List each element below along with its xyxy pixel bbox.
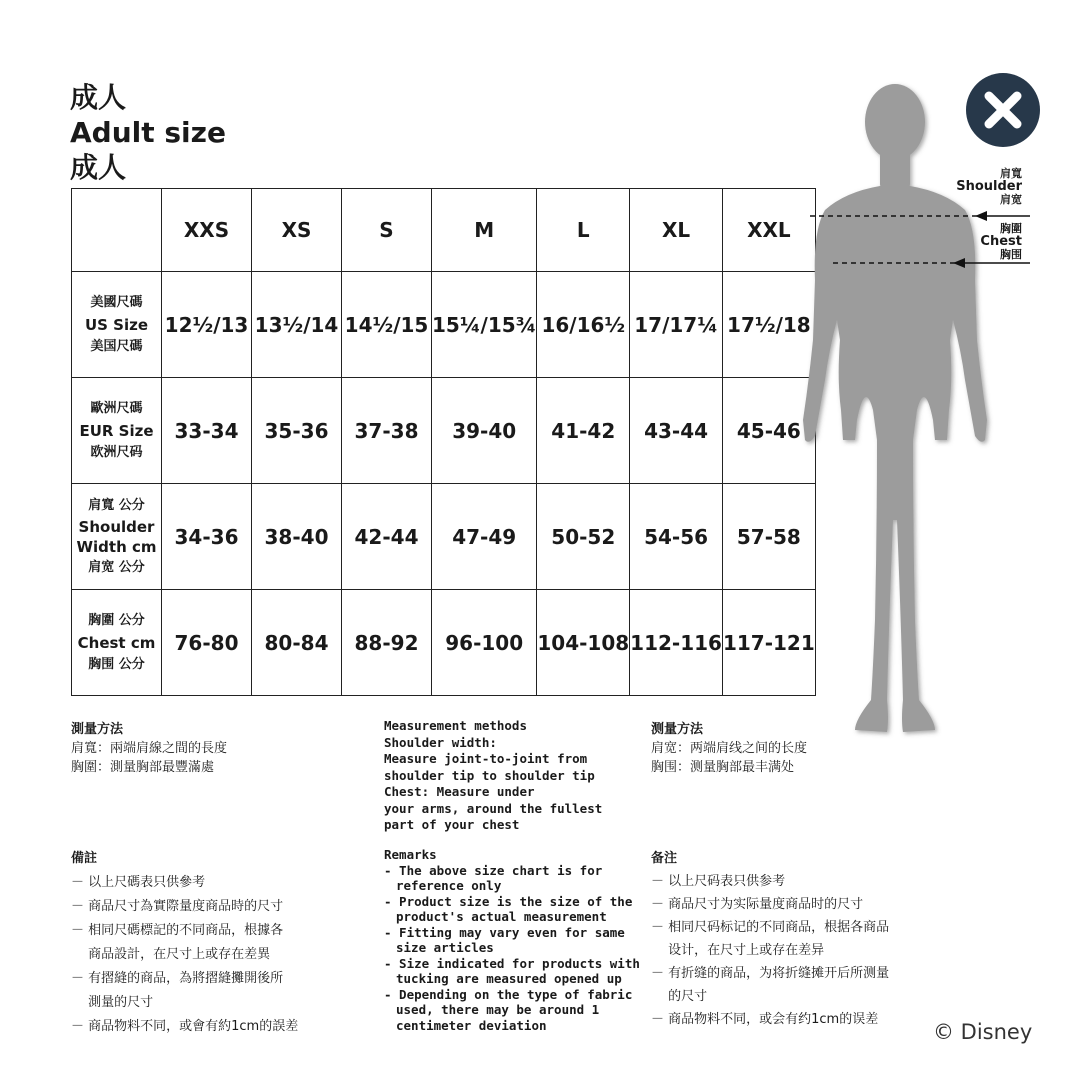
size-chart-table	[71, 188, 816, 696]
table-cell: 38-40	[252, 484, 342, 590]
table-cell: 35-36	[252, 378, 342, 484]
row-label: 肩寬 公分 Shoulder Width cm 肩宽 公分	[72, 484, 162, 590]
copyright: © Disney	[933, 1020, 1033, 1044]
table-cell: 50-52	[537, 484, 630, 590]
page-title	[70, 80, 226, 185]
table-row-eur-size	[72, 378, 816, 484]
table-header-row	[72, 189, 816, 272]
measure-methods-simp: 测量方法 肩宽：两端肩线之间的长度 胸围：测量胸部最丰满处	[651, 722, 808, 775]
size-header: M	[432, 189, 537, 272]
table-cell: 34-36	[162, 484, 252, 590]
table-cell: 37-38	[342, 378, 432, 484]
table-cell: 88-92	[342, 590, 432, 696]
table-cell: 96-100	[432, 590, 537, 696]
title-en: Adult size	[70, 116, 226, 149]
remarks-trad: 備註 － 以上尺碼表只供參考 － 商品尺寸為實際量度商品時的尺寸 － 相同尺碼標記的不同商品，根據各 商品設計，在尺寸上或存在差異 － 有摺縫的商品，為將摺縫攤開後所 測量的尺寸 － 商品物料不同，或會有約1cm的誤差	[71, 851, 299, 1034]
remarks-en: Remarks - The above size chart is for reference only - Product size is the size of the product's actual measurement - Fitting may vary even for same size articles - Size indicated for products with tucking are measured opened up - Depending on the type of fabric used, there may be around 1 centimeter deviation	[384, 847, 640, 1033]
size-header: XXL	[722, 189, 815, 272]
table-cell: 39-40	[432, 378, 537, 484]
size-header: S	[342, 189, 432, 272]
table-corner-cell	[72, 189, 162, 272]
row-label: 胸圍 公分 Chest cm 胸围 公分	[72, 590, 162, 696]
size-header: L	[537, 189, 630, 272]
table-cell: 17/17¼	[630, 272, 723, 378]
table-cell: 45-46	[722, 378, 815, 484]
title-zh-simp: 成人	[70, 151, 127, 184]
table-cell: 104-108	[537, 590, 630, 696]
table-cell: 47-49	[432, 484, 537, 590]
table-cell: 17½/18	[722, 272, 815, 378]
row-label: 美國尺碼 US Size 美国尺碼	[72, 272, 162, 378]
table-cell: 80-84	[252, 590, 342, 696]
close-button[interactable]	[966, 73, 1040, 147]
table-cell: 112-116	[630, 590, 723, 696]
table-cell: 16/16½	[537, 272, 630, 378]
shoulder-label: 肩寬 Shoulder 肩宽	[956, 167, 1022, 206]
measure-methods-trad: 測量方法 肩寬：兩端肩線之間的長度 胸圍：測量胸部最豐滿處	[71, 722, 228, 775]
table-cell: 57-58	[722, 484, 815, 590]
close-icon	[966, 73, 1040, 147]
shoulder-arrow-icon	[975, 211, 987, 221]
table-cell: 14½/15	[342, 272, 432, 378]
size-header: XXS	[162, 189, 252, 272]
chest-label: 胸圍 Chest 胸围	[980, 222, 1022, 261]
table-row-us-size	[72, 272, 816, 378]
table-cell: 13½/14	[252, 272, 342, 378]
table-cell: 33-34	[162, 378, 252, 484]
size-header: XS	[252, 189, 342, 272]
table-cell: 41-42	[537, 378, 630, 484]
table-cell: 54-56	[630, 484, 723, 590]
table-cell: 15¼/15¾	[432, 272, 537, 378]
size-header: XL	[630, 189, 723, 272]
table-cell: 42-44	[342, 484, 432, 590]
measure-methods-en: Measurement methods Shoulder width: Measure joint-to-joint from shoulder tip to shoulder tip Chest: Measure under your arms, around the fullest part of your chest	[384, 718, 603, 832]
remarks-simp: 备注 － 以上尺码表只供参考 － 商品尺寸为实际量度商品时的尺寸 － 相同尺码标记的不同商品，根据各商品 设计，在尺寸上或存在差异 － 有折缝的商品，为将折缝摊开后所测量 的尺寸 － 商品物料不同，或会有约1cm的误差	[651, 851, 890, 1027]
table-cell: 117-121	[722, 590, 815, 696]
table-cell: 76-80	[162, 590, 252, 696]
table-cell: 43-44	[630, 378, 723, 484]
row-label: 歐洲尺碼 EUR Size 欧洲尺码	[72, 378, 162, 484]
table-row-shoulder	[72, 484, 816, 590]
table-row-chest	[72, 590, 816, 696]
title-zh-trad: 成人	[70, 81, 127, 114]
table-cell: 12½/13	[162, 272, 252, 378]
